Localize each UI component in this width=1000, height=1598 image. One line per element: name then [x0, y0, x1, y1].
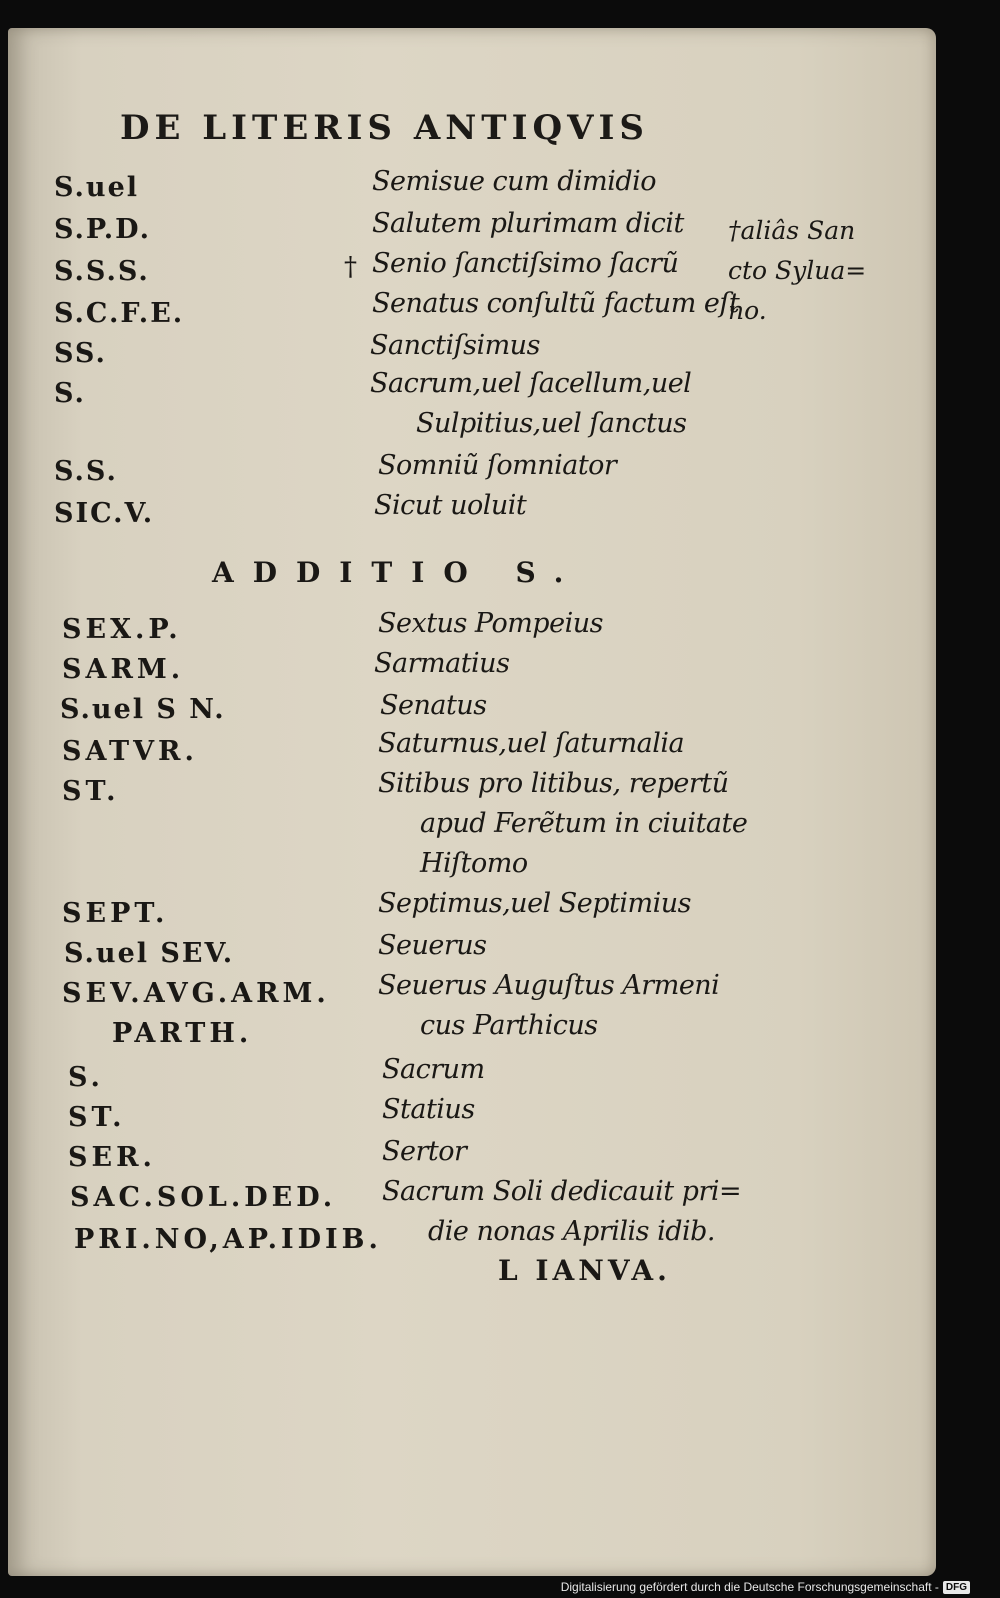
margin-note-line-3: no. [728, 296, 767, 325]
abbr2-row-8a: SEV.AVG.ARM. [62, 978, 330, 1009]
running-header: DE LITERIS ANTIQVIS [120, 108, 649, 148]
exp2-row-10: Statius [382, 1094, 475, 1125]
abbr2-row-5: ST. [62, 776, 120, 807]
exp2-row-2: Sarmatius [374, 648, 510, 679]
exp-row-8: Sicut uoluit [374, 490, 527, 521]
exp-row-6b: Sulpitius,uel ſanctus [416, 408, 687, 439]
abbr2-row-4: SATVR. [62, 736, 198, 767]
abbr-row-2: S.P.D. [54, 214, 152, 245]
exp2-row-3: Senatus [380, 690, 487, 721]
abbr2-row-12: SAC.SOL.DED. [70, 1182, 337, 1213]
abbr2-row-13: PRI.NO,AP.IDIB. [74, 1224, 382, 1255]
abbr-row-5: SS. [54, 338, 107, 369]
exp2-row-11: Sertor [382, 1136, 467, 1167]
abbr2-row-2: SARM. [62, 654, 185, 685]
exp-row-7: Somniũ ſomniator [378, 450, 617, 481]
abbr2-row-10: ST. [68, 1102, 126, 1133]
exp-row-1: Semisue cum dimidio [372, 166, 657, 197]
abbr-row-6: S. [54, 378, 86, 409]
exp2-row-13: die nonas Aprilis idib. [428, 1216, 716, 1247]
exp2-row-4: Saturnus,uel ſaturnalia [378, 728, 685, 759]
abbr2-row-3: S.uel S N. [60, 694, 226, 725]
abbr-row-3: S.S.S. [54, 256, 150, 287]
exp-row-5: Sanctiſsimus [370, 330, 540, 361]
abbr2-row-1: SEX.P. [62, 614, 182, 645]
exp-row-4: Senatus conſultũ factum eſt [372, 288, 740, 319]
abbr-row-8: SIC.V. [54, 498, 155, 529]
abbr-row-4: S.C.F.E. [54, 298, 185, 329]
exp2-row-7: Seuerus [378, 930, 487, 961]
exp2-row-6: Septimus,uel Septimius [378, 888, 691, 919]
abbr2-row-6: SEPT. [62, 898, 169, 929]
exp-row-6a: Sacrum,uel ſacellum,uel [370, 368, 692, 399]
abbr2-row-8b: PARTH. [112, 1018, 253, 1049]
exp2-row-5b: apud Ferẽtum in ciuitate [420, 808, 748, 839]
digitization-footer [561, 1576, 970, 1598]
abbr-row-1: S.uel [54, 172, 140, 203]
exp-row-2: Salutem plurimam dicit [372, 208, 684, 239]
catchword: L IANVA. [498, 1254, 671, 1287]
exp2-row-9: Sacrum [382, 1054, 485, 1085]
section-title: ADDITIO S. [212, 556, 583, 589]
exp2-row-1: Sextus Pompeius [378, 608, 603, 639]
exp2-row-12: Sacrum Soli dedicauit pri= [382, 1176, 742, 1207]
exp-row-3: Senio ſanctiſsimo ſacrũ [372, 248, 679, 279]
exp2-row-5a: Sitibus pro litibus, repertũ [378, 768, 729, 799]
exp2-row-5c: Hiſtomo [420, 848, 528, 879]
margin-note-line-2: cto Sylua= [728, 256, 867, 285]
dfg-logo[interactable]: DFG [943, 1581, 970, 1594]
margin-note-line-1: †aliâs San [728, 216, 856, 245]
exp2-row-8b: cus Parthicus [420, 1010, 598, 1041]
abbr-row-7: S.S. [54, 456, 118, 487]
abbr2-row-11: SER. [68, 1142, 156, 1173]
abbr2-row-7: S.uel SEV. [64, 938, 235, 969]
footer-text: Digitalisierung gefördert durch die Deutsche Forschungsgemeinschaft - [560, 1580, 939, 1594]
dagger-mark: † [344, 252, 357, 282]
exp2-row-8a: Seuerus Auguſtus Armeni [378, 970, 720, 1001]
abbr2-row-9: S. [68, 1062, 104, 1093]
